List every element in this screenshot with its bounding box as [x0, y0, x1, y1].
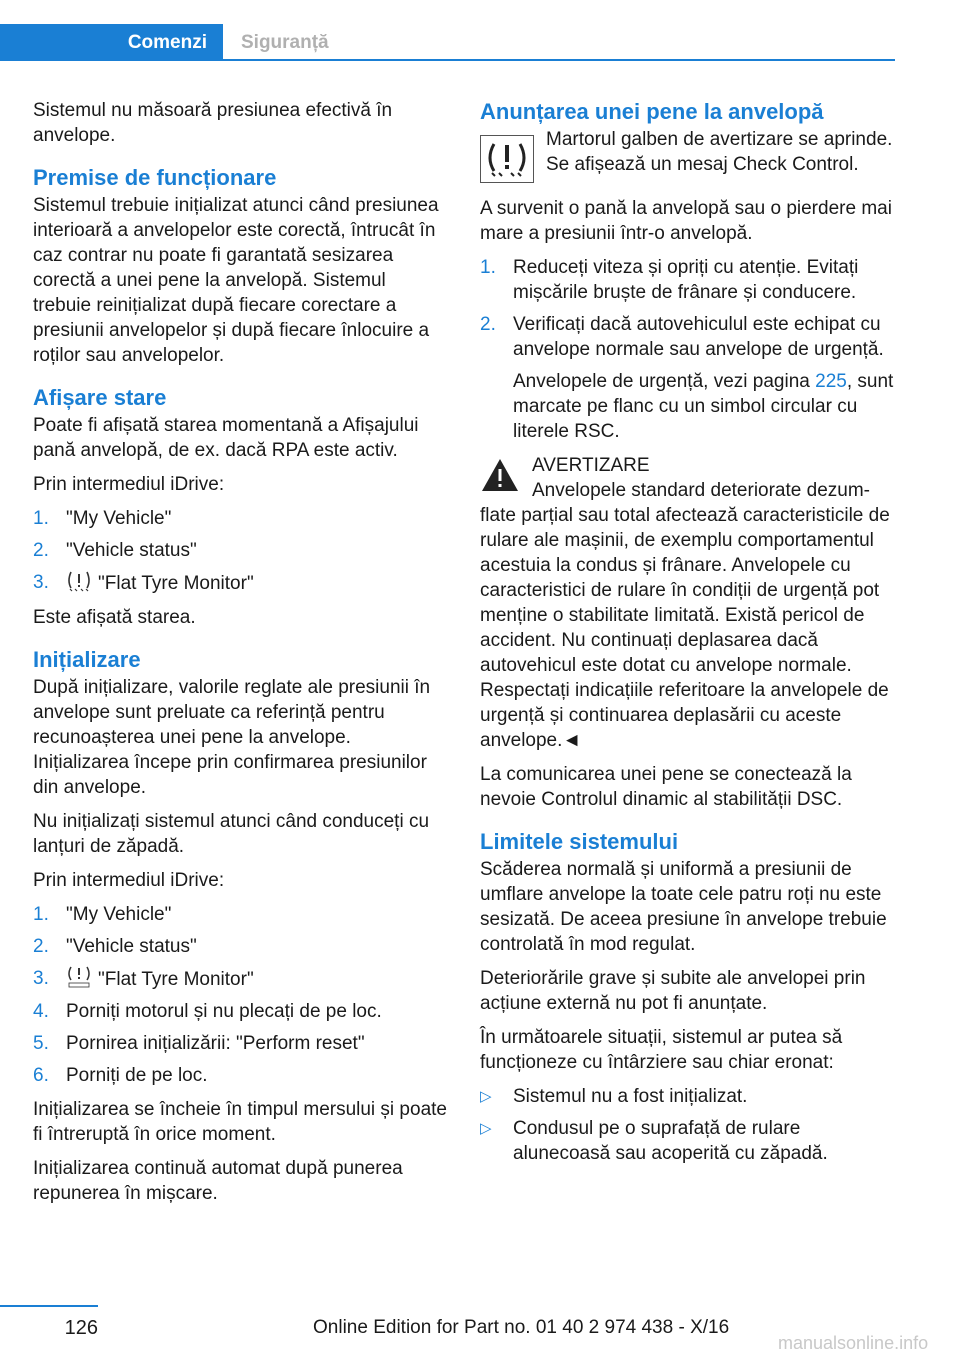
warning-light-block: Martorul galben de avertizare se aprinde. Se afișează un mesaj Check Control.	[480, 127, 895, 187]
paragraph: După inițializare, valorile reglate ale presiunii în anvelope sunt preluate ca referință pentru recunoașterea unei pene la anvelope. Inițializarea începe prin confirmarea presiunilor din anvelope.	[33, 677, 431, 798]
idrive-steps-init	[33, 902, 448, 1088]
paragraph: A survenit o pană la anvelopă sau o pierdere mai mare a presiunii într-o anvelopă.	[480, 198, 892, 244]
tab-comenzi[interactable]: Comenzi	[0, 24, 223, 61]
idrive-steps-status	[33, 506, 448, 596]
watermark: manualsonline.info	[778, 1333, 929, 1353]
heading-premise: Premise de funcționare	[33, 165, 277, 190]
right-column	[480, 98, 895, 1175]
warning-block	[480, 453, 895, 753]
tab-siguranta[interactable]: Siguranță	[241, 31, 329, 53]
paragraph: Deteriorările grave și subite ale anvelopei prin acțiune externă nu pot fi anunțate.	[480, 968, 866, 1014]
flat-tyre-steps	[480, 255, 895, 444]
left-column	[33, 98, 448, 1215]
bullet-triangle-icon: ▷	[480, 1088, 492, 1105]
list-item: 3. "Flat Tyre Monitor"	[33, 968, 254, 990]
edition-text: Online Edition for Part no. 01 40 2 974 438 - X/16	[313, 1317, 730, 1338]
list-item: 1. Reduceți viteza și opriți cu atenție. Evitați mișcările bruște de frânare și conducere.	[480, 257, 859, 303]
paragraph: În următoarele situații, sistemul ar putea să funcționeze cu întârziere sau chiar eronat:	[480, 1027, 843, 1073]
heading-limitele-sistemului: Limitele sistemului	[480, 829, 679, 854]
paragraph: La comunicarea unei pene se conectează la nevoie Controlul dinamic al stabilității DSC.	[480, 764, 852, 810]
bullet-triangle-icon: ▷	[480, 1120, 492, 1137]
section-tabs	[0, 0, 895, 62]
tab-underline	[223, 59, 895, 61]
tire-pressure-reset-icon	[66, 966, 92, 988]
warning-text: flate parțial sau total afectează caracteristicile de rulare ale mașinii, de exemplu comportamentul acestuia la condus și frânare. Anvelopele cu caracteristici de rulare în condiții de urgență pot menține o stabilitate limitată. Există pericol de accident. Nu continuați deplasarea dacă autovehicul este dotat cu anvelope normale. Respectați indicațiile referitoare la anvelopele de urgență și continuarea deplasării cu aceste anvelope.◄	[480, 505, 890, 751]
paragraph: Inițializarea se încheie în timpul mersului și poate fi întreruptă în orice moment.	[33, 1099, 447, 1145]
warning-title: AVERTIZARE	[532, 455, 650, 476]
list-item: 1. "My Vehicle"	[33, 508, 172, 529]
paragraph: Inițializarea continuă automat după punerea repunerea în mișcare.	[33, 1158, 403, 1204]
page-link[interactable]: 225	[815, 371, 847, 392]
limitation-list	[480, 1084, 895, 1166]
list-item: ▷ Sistemul nu a fost inițializat.	[480, 1086, 748, 1107]
list-item: 5. Pornirea inițializării: "Perform reset"	[33, 1033, 365, 1054]
paragraph: Nu inițializați sistemul atunci când conduceți cu lanțuri de zăpadă.	[33, 811, 430, 857]
warning-text-first: Anvelopele standard deteriorate dezum-	[532, 480, 870, 501]
paragraph: Poate fi afișată starea momentană a Afișajului pană anvelopă, de ex. dacă RPA este activ.	[33, 415, 419, 461]
tire-pressure-warning-icon	[66, 570, 92, 592]
list-item: 2. "Vehicle status"	[33, 540, 197, 561]
footer-rule	[0, 1305, 98, 1307]
paragraph: Este afișată starea.	[33, 607, 196, 628]
page-number: 126	[64, 1317, 98, 1339]
list-item: ▷ Condusul pe o suprafață de rulare alunecoasă sau acoperită cu zăpadă.	[480, 1118, 828, 1164]
list-item: 2. "Vehicle status"	[33, 936, 197, 957]
heading-afisare-stare: Afișare stare	[33, 385, 167, 410]
tire-pressure-warning-icon	[480, 135, 534, 183]
paragraph: Sistemul trebuie inițializat atunci când presiunea interioară a anvelopelor este corectă, întrucât în caz contrar nu poate fi garantată sesizarea corectă a unei pene la anvelopă. Sistemul trebuie reinițializat după fiecare corectare a presiunii anvelopelor și după fiecare înlocuire a roților sau anvelopelor.	[33, 195, 439, 366]
list-item: 4. Porniți motorul și nu plecați de pe loc.	[33, 1001, 382, 1022]
heading-anuntare-pana: Anunțarea unei pene la anvelopă	[480, 99, 824, 124]
sub-paragraph: Anvelopele de urgență, vezi pagina 225, sunt marcate pe flanc cu un simbol circular cu literele RSC.	[513, 371, 894, 442]
list-item: 3. "Flat Tyre Monitor"	[33, 572, 254, 594]
paragraph: Scăderea normală și uniformă a presiunii de umflare anvelope la toate cele patru roți nu este sesizată. De aceea presiune în anvelope trebuie controlată în mod regulat.	[480, 859, 887, 955]
paragraph: Sistemul nu măsoară presiunea efectivă în anvelope.	[33, 100, 393, 146]
warning-triangle-icon	[480, 457, 520, 493]
list-item: 1. "My Vehicle"	[33, 904, 172, 925]
list-item: 6. Porniți de pe loc.	[33, 1065, 208, 1086]
paragraph: Prin intermediul iDrive:	[33, 870, 225, 891]
list-item: 2. Verificați dacă autovehiculul este echipat cu anvelope normale sau anvelope de urgență. Anvelopele de urgență, vezi pagina 225, sunt marcate pe flanc cu un simbol circular cu literele RSC.	[480, 314, 894, 442]
heading-initializare: Inițializare	[33, 647, 141, 672]
paragraph: Prin intermediul iDrive:	[33, 474, 225, 495]
